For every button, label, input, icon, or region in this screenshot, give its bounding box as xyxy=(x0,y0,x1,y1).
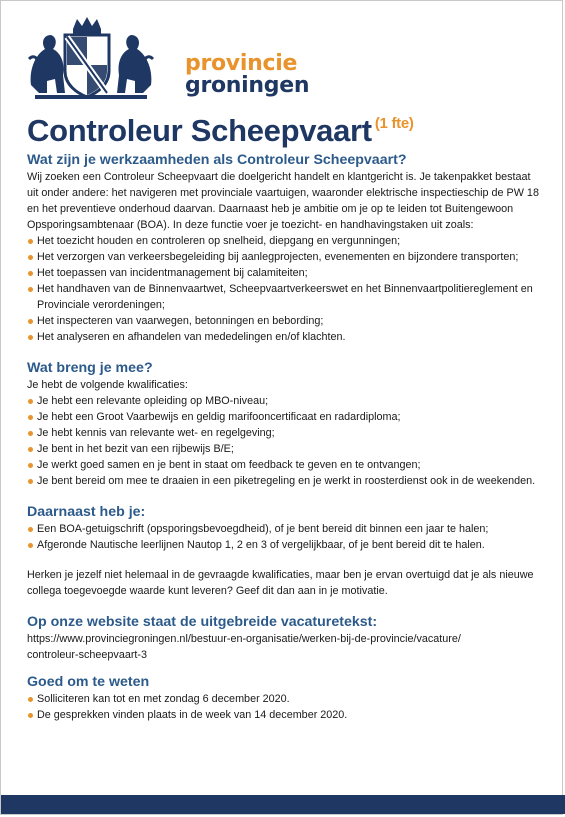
list-item: Je werkt goed samen en je bent in staat om feedback te geven en te ontvangen; xyxy=(27,457,542,473)
qualification-list xyxy=(27,393,542,489)
vacancy-url-link[interactable] xyxy=(27,631,542,663)
list-item: Het verzorgen van verkeersbegeleiding bij aanlegprojecten, evenementen en bijzondere transporten; xyxy=(27,249,542,265)
list-item: Het toepassen van incidentmanagement bij calamiteiten; xyxy=(27,265,542,281)
title-main: Controleur Scheepvaart xyxy=(27,113,372,148)
logo-line-provincie: provincie xyxy=(185,51,298,76)
list-item: Je hebt kennis van relevante wet- en regelgeving; xyxy=(27,425,542,441)
section-heading-wat-breng-je-mee: Wat breng je mee? xyxy=(27,360,153,376)
info-list xyxy=(27,691,542,723)
list-item: Het analyseren en afhandelen van mededelingen en/of klachten. xyxy=(27,329,542,345)
section-heading-goed-om-te-weten: Goed om te weten xyxy=(27,674,150,690)
list-item: Het toezicht houden en controleren op snelheid, diepgang en vergunningen; xyxy=(27,233,542,249)
task-list xyxy=(27,233,542,345)
list-item: Solliciteren kan tot en met zondag 6 december 2020. xyxy=(27,691,542,707)
province-logo xyxy=(27,15,310,105)
section-intro-werkzaamheden: Wij zoeken een Controleur Scheepvaart die doelgericht handelt en klantgericht is. Je takenpakket bestaat uit onder andere: het navigeren met provinciale vaartuigen, waaronder elektrische inspectieschip de PW 18 en het preventieve onderhoud daarvan. Daarnaast heb je ambitie om je op te leiden tot Buitengewoon Opsporingsambtenaar (BOA). In deze functie voer je toezicht- en handhavingstaken uit zoals: xyxy=(27,171,539,231)
list-item: De gesprekken vinden plaats in de week van 14 december 2020. xyxy=(27,707,542,723)
page-title xyxy=(27,113,414,149)
list-item: Het handhaven van de Binnenvaartwet, Scheepvaartverkeerswet en het Binnenvaartpolitiereglement en Provinciale verordeningen; xyxy=(27,281,542,313)
logo-line-groningen: groningen xyxy=(185,73,310,98)
list-item: Afgeronde Nautische leerlijnen Nautop 1, 2 en 3 of vergelijkbaar, of je bent bereid dit te halen. xyxy=(27,537,542,553)
closing-paragraph: Herken je jezelf niet helemaal in de gevraagde kwalificaties, maar ben je ervan overtuigd dat je als nieuwe collega toegevoegde waarde kunt leveren? Geef dit dan aan in je motivatie. xyxy=(27,569,534,597)
list-item: Je hebt een Groot Vaarbewijs en geldig marifooncertificaat en radardiploma; xyxy=(27,409,542,425)
list-item: Je hebt een relevante opleiding op MBO-niveau; xyxy=(27,393,542,409)
coat-of-arms-icon xyxy=(27,15,155,103)
section-heading-website: Op onze website staat de uitgebreide vacaturetekst: xyxy=(27,614,378,630)
vacancy-content xyxy=(27,151,542,723)
title-fte: (1 fte) xyxy=(374,115,414,132)
vacancy-url-line2: controleur-scheepvaart-3 xyxy=(27,649,148,661)
footer-bar xyxy=(1,795,565,814)
logo-wordmark xyxy=(185,53,309,97)
list-item: Het inspecteren van vaarwegen, betonningen en bebording; xyxy=(27,313,542,329)
list-item: Een BOA-getuigschrift (opsporingsbevoegdheid), of je bent bereid dit binnen een jaar te halen; xyxy=(27,521,542,537)
extra-list xyxy=(27,521,542,553)
section-intro-kwalificaties: Je hebt de volgende kwalificaties: xyxy=(27,379,188,391)
list-item: Je bent in het bezit van een rijbewijs B/E; xyxy=(27,441,542,457)
vacancy-url-line1: https://www.provinciegroningen.nl/bestuur-en-organisatie/werken-bij-de-provincie/vacature/ xyxy=(27,633,461,645)
section-heading-daarnaast: Daarnaast heb je: xyxy=(27,504,146,520)
list-item: Je bent bereid om mee te draaien in een piketregeling en je werkt in roosterdienst ook in de weekenden. xyxy=(27,473,542,489)
section-heading-werkzaamheden: Wat zijn je werkzaamheden als Controleur Scheepvaart? xyxy=(27,152,407,168)
